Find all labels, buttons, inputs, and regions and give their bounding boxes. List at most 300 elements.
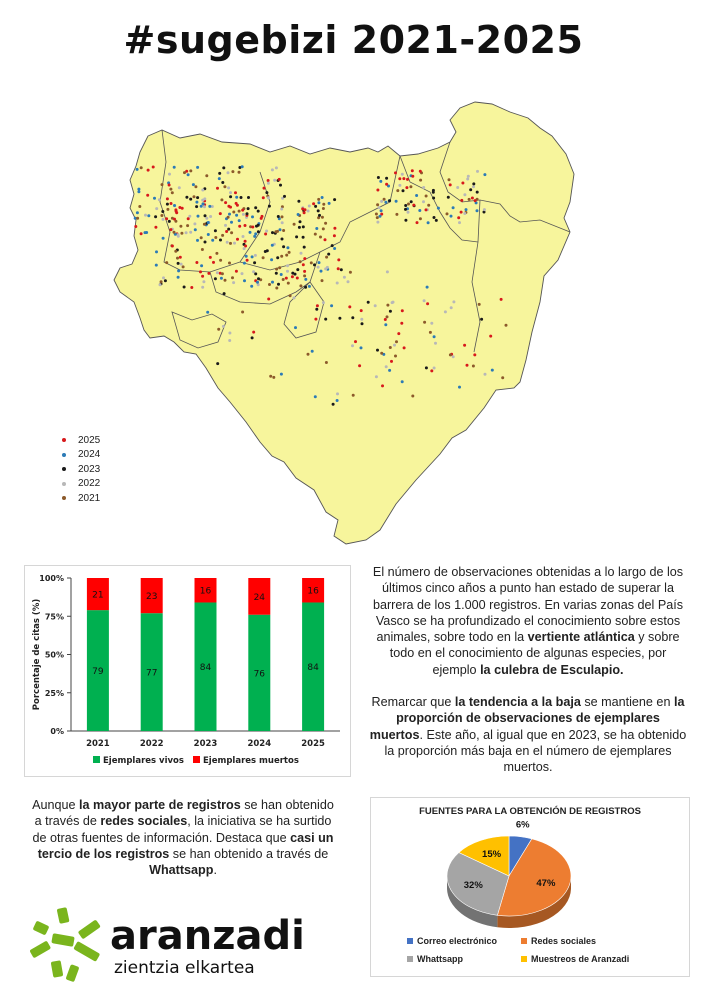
observation-dot: [219, 239, 222, 242]
observation-dot: [426, 302, 429, 305]
observation-dot: [170, 202, 173, 205]
pie-title: FUENTES PARA LA OBTENCIÓN DE REGISTROS: [419, 806, 641, 817]
observation-dot: [398, 177, 401, 180]
observation-dot: [425, 366, 428, 369]
observation-dot: [412, 204, 415, 207]
observation-dot: [474, 199, 477, 202]
observation-dot: [463, 193, 466, 196]
legend-dot-icon: [62, 496, 66, 500]
observation-dot: [241, 165, 244, 168]
observation-dot: [416, 221, 419, 224]
observation-dot: [162, 276, 165, 279]
observation-dot: [245, 255, 248, 258]
observation-dot: [196, 196, 199, 199]
observation-dot: [397, 332, 400, 335]
observation-dot: [337, 267, 340, 270]
text-bold: casi un tercio de los registros: [37, 830, 334, 861]
y-tick-label: 25%: [44, 688, 64, 698]
observation-dot: [271, 244, 274, 247]
observation-dot: [380, 200, 383, 203]
observation-dot: [240, 196, 243, 199]
observation-dot: [146, 194, 149, 197]
observation-dot: [460, 199, 463, 202]
observation-dot: [253, 261, 256, 264]
observation-dot: [463, 344, 466, 347]
observation-dot: [209, 215, 212, 218]
observation-dot: [403, 346, 406, 349]
observation-dot: [447, 196, 450, 199]
observation-dot: [388, 369, 391, 372]
observation-dot: [324, 222, 327, 225]
legend-label: Muestreos de Aranzadi: [531, 954, 630, 964]
observation-dot: [238, 225, 241, 228]
text-bold: Whattsapp: [149, 863, 214, 878]
observation-dot: [281, 215, 284, 218]
observation-dot: [471, 197, 474, 200]
observation-dot: [211, 239, 214, 242]
observation-dot: [165, 217, 168, 220]
observation-dot: [472, 365, 475, 368]
observation-dot: [360, 346, 363, 349]
observation-dot: [280, 373, 283, 376]
observation-dot: [166, 203, 169, 206]
observation-dot: [159, 283, 162, 286]
observation-dot: [158, 198, 161, 201]
pie-value-label: 32%: [463, 880, 483, 892]
observation-dot: [435, 219, 438, 222]
observation-dot: [384, 318, 387, 321]
observation-dot: [320, 270, 323, 273]
pie-value-label: 6%: [515, 819, 530, 831]
observation-dot: [270, 258, 273, 261]
observation-dot: [241, 209, 244, 212]
observation-dot: [324, 267, 327, 270]
observation-dot: [228, 213, 231, 216]
observation-dot: [249, 231, 252, 234]
observation-dot: [193, 222, 196, 225]
observation-dot: [257, 230, 260, 233]
observation-dot: [265, 230, 268, 233]
observation-dot: [337, 258, 340, 261]
observation-dot: [288, 251, 291, 254]
observation-dot: [392, 301, 395, 304]
observation-dot: [433, 367, 436, 370]
observation-dot: [214, 236, 217, 239]
observation-dot: [396, 189, 399, 192]
observation-dot: [271, 281, 274, 284]
observation-dot: [296, 277, 299, 280]
legend-swatch: [407, 938, 413, 944]
observation-dot: [409, 185, 412, 188]
observation-dot: [173, 166, 176, 169]
observation-dot: [307, 353, 310, 356]
legend-swatch: [193, 756, 200, 763]
observation-dot: [383, 198, 386, 201]
observation-dot: [181, 207, 184, 210]
observation-dot: [152, 166, 155, 169]
observation-dot: [147, 214, 150, 217]
observation-dot: [206, 311, 209, 314]
observation-dot: [252, 331, 255, 334]
observation-dot: [136, 217, 139, 220]
observation-dot: [297, 213, 300, 216]
observation-dot: [375, 213, 378, 216]
observation-dot: [325, 256, 328, 259]
observation-dot: [229, 242, 232, 245]
observation-dot: [427, 204, 430, 207]
observation-dot: [322, 227, 325, 230]
observation-dot: [201, 275, 204, 278]
map-legend: [62, 433, 100, 506]
observation-dot: [293, 296, 296, 299]
observation-dot: [204, 214, 207, 217]
observation-dot: [480, 318, 483, 321]
observation-dot: [404, 208, 407, 211]
pie-value-label: 47%: [536, 877, 556, 889]
observation-dot: [407, 203, 410, 206]
text: . Este año, al igual que en 2023, se ha obtenido la proporción más baja en el número de ejemplares muertos.: [384, 727, 687, 775]
observation-dot: [275, 287, 278, 290]
observation-dot: [307, 210, 310, 213]
observation-dot: [137, 190, 140, 193]
observation-dot: [238, 171, 241, 174]
observation-dot: [386, 304, 389, 307]
observation-dot: [275, 268, 278, 271]
observation-dot: [303, 274, 306, 277]
observation-dot: [282, 245, 285, 248]
logo-mark-icon: [29, 907, 101, 982]
observation-dot: [223, 185, 226, 188]
observation-dot: [185, 231, 188, 234]
observation-dot: [381, 384, 384, 387]
observation-dot: [303, 257, 306, 260]
observation-dot: [179, 256, 182, 259]
observation-dot: [423, 299, 426, 302]
observation-dot: [244, 240, 247, 243]
observation-dot: [177, 262, 180, 265]
observation-dot: [195, 205, 198, 208]
observation-dot: [162, 218, 165, 221]
observation-dot: [466, 364, 469, 367]
observation-dot: [267, 182, 270, 185]
observation-dot: [207, 233, 210, 236]
observation-dot: [467, 175, 470, 178]
observation-dot: [263, 187, 266, 190]
observation-dot: [430, 322, 433, 325]
observation-dot: [201, 189, 204, 192]
observation-dot: [376, 349, 379, 352]
text-bold: la proporción de observaciones de ejemplares muertos: [369, 695, 685, 742]
observation-dot: [280, 273, 283, 276]
observation-dot: [243, 247, 246, 250]
observation-dot: [207, 221, 210, 224]
observation-dot: [208, 205, 211, 208]
observation-dot: [469, 188, 472, 191]
observation-dot: [190, 286, 193, 289]
observation-dot: [267, 196, 270, 199]
observation-dot: [351, 316, 354, 319]
observation-dot: [209, 256, 212, 259]
bar-value-label: 84: [307, 663, 319, 674]
observation-dot: [227, 228, 230, 231]
observation-dot: [216, 187, 219, 190]
observation-dot: [393, 344, 396, 347]
observation-dot: [254, 272, 257, 275]
observation-dot: [386, 270, 389, 273]
observation-dot: [299, 220, 302, 223]
observation-dot: [279, 184, 282, 187]
observation-dot: [278, 178, 281, 181]
observation-dot: [321, 196, 324, 199]
observation-dot: [336, 392, 339, 395]
legend-dot-icon: [62, 467, 66, 471]
observation-dot: [296, 268, 299, 271]
observation-dot: [380, 209, 383, 212]
bar-value-label: 21: [92, 590, 104, 601]
observation-dot: [484, 373, 487, 376]
observation-dot: [236, 204, 239, 207]
observation-dot: [262, 196, 265, 199]
observation-dot: [251, 215, 254, 218]
observation-dot: [388, 199, 391, 202]
observation-dot: [465, 208, 468, 211]
observation-dot: [461, 182, 464, 185]
observation-dot: [310, 261, 313, 264]
observation-dot: [195, 201, 198, 204]
legend-swatch: [407, 956, 413, 962]
observation-dot: [395, 340, 398, 343]
observation-dot: [257, 283, 260, 286]
observation-dot: [134, 225, 137, 228]
observation-dot: [286, 246, 289, 249]
observation-dot: [232, 281, 235, 284]
observation-dot: [313, 263, 316, 266]
observation-dot: [291, 272, 294, 275]
observation-dot: [473, 353, 476, 356]
observation-dot: [177, 233, 180, 236]
observation-dot: [166, 208, 169, 211]
observation-dot: [221, 272, 224, 275]
observation-dot: [268, 283, 271, 286]
legend-item: [62, 491, 100, 506]
observation-dot: [330, 304, 333, 307]
observation-dot: [250, 285, 253, 288]
observation-dot: [231, 276, 234, 279]
observation-dot: [168, 173, 171, 176]
observation-dot: [229, 206, 232, 209]
observation-dot: [256, 281, 259, 284]
observation-dot: [478, 303, 481, 306]
observation-dot: [251, 336, 254, 339]
observation-dot: [169, 188, 172, 191]
observation-dot: [153, 197, 156, 200]
observation-dot: [226, 241, 229, 244]
observation-dot: [228, 262, 231, 265]
observation-dot: [331, 244, 334, 247]
observation-dot: [300, 252, 303, 255]
observation-dot: [223, 292, 226, 295]
observation-dot: [138, 205, 141, 208]
observation-dot: [476, 191, 479, 194]
legend-label: Correo electrónico: [417, 936, 498, 946]
observation-dot: [177, 269, 180, 272]
legend-label: 2023: [78, 463, 101, 475]
observation-dot: [450, 215, 453, 218]
observation-dot: [268, 205, 271, 208]
observation-dot: [386, 315, 389, 318]
legend-item: [62, 462, 100, 477]
observation-dot: [401, 173, 404, 176]
observation-dot: [349, 271, 352, 274]
observation-dot: [406, 178, 409, 181]
observation-dot: [389, 346, 392, 349]
observation-dot: [188, 215, 191, 218]
bar-value-label: 77: [145, 668, 158, 679]
observation-dot: [411, 169, 414, 172]
observation-dot: [169, 228, 172, 231]
observation-dot: [358, 364, 361, 367]
observation-dot: [378, 206, 381, 209]
observation-dot: [303, 270, 306, 273]
observation-dot: [446, 212, 449, 215]
observation-dot: [216, 271, 219, 274]
observation-dot: [466, 178, 469, 181]
legend-swatch: [93, 756, 100, 763]
observation-dot: [415, 194, 418, 197]
observation-dot: [374, 304, 377, 307]
legend-label: Ejemplares vivos: [103, 756, 184, 766]
observation-dot: [155, 207, 158, 210]
y-tick-label: 75%: [44, 612, 64, 622]
y-tick-label: 100%: [39, 574, 64, 583]
observation-dot: [315, 227, 318, 230]
observation-dot: [302, 263, 305, 266]
text: y sobre todo en el conocimiento de algunas especies, por ejemplo: [389, 630, 680, 677]
observation-dot: [402, 189, 405, 192]
observation-dot: [242, 213, 245, 216]
observation-dot: [275, 272, 278, 275]
observation-dot: [229, 191, 232, 194]
logo-name: aranzadi: [110, 913, 305, 959]
observation-dot: [180, 263, 183, 266]
observation-dot: [400, 322, 403, 325]
y-tick-label: 50%: [44, 650, 64, 660]
observation-dot: [241, 272, 244, 275]
bar-value-label: 16: [307, 586, 319, 597]
observation-dot: [173, 204, 176, 207]
legend-label: 2021: [78, 492, 101, 504]
observation-dot: [361, 322, 364, 325]
observation-dot: [423, 321, 426, 324]
observation-dot: [418, 209, 421, 212]
observation-dot: [318, 214, 321, 217]
observation-dot: [281, 238, 284, 241]
observation-dot: [505, 324, 508, 327]
observation-dot: [189, 169, 192, 172]
observation-dot: [286, 270, 289, 273]
observation-dot: [351, 344, 354, 347]
observation-dot: [402, 177, 405, 180]
observation-dot: [411, 395, 414, 398]
observation-dot: [500, 298, 503, 301]
observation-dot: [220, 277, 223, 280]
observation-dot: [161, 183, 164, 186]
observation-dot: [217, 328, 220, 331]
observation-dot: [324, 238, 327, 241]
observation-dot: [472, 185, 475, 188]
observation-dot: [162, 237, 165, 240]
y-tick-label: 0%: [50, 727, 64, 736]
observation-dot: [460, 211, 463, 214]
observation-dot: [321, 279, 324, 282]
observation-dot: [333, 247, 336, 250]
observation-dot: [444, 310, 447, 313]
observation-dot: [186, 224, 189, 227]
observation-dot: [354, 340, 357, 343]
observation-dot: [463, 212, 466, 215]
text-bold: la tendencia a la baja: [454, 695, 581, 710]
legend-item: [62, 433, 100, 448]
observation-dot: [343, 276, 346, 279]
stacked-bar-chart: [25, 566, 350, 776]
observation-dot: [419, 217, 422, 220]
observation-dot: [220, 198, 223, 201]
observation-dot: [136, 168, 139, 171]
observation-dot: [189, 231, 192, 234]
text: El número de observaciones obtenidas a lo largo de los últimos cinco años a punto han estado de superar la barrera de los 1.000 registros. En varias zonas del País Vasco se ha profundizado el conocimiento sobre estos animales, sobre todo en la: [372, 565, 684, 645]
bar-value-label: 23: [145, 592, 158, 603]
observation-dot: [201, 248, 204, 251]
observation-dot: [294, 326, 297, 329]
observation-dot: [257, 277, 260, 280]
observation-dot: [246, 259, 249, 262]
observation-dot: [160, 280, 163, 283]
observation-dot: [254, 254, 257, 257]
observation-dot: [247, 196, 250, 199]
observation-dot: [194, 185, 197, 188]
legend-dot-icon: [62, 438, 66, 442]
observation-dot: [449, 183, 452, 186]
observation-dot: [384, 323, 387, 326]
observation-dot: [154, 215, 157, 218]
observation-dot: [449, 353, 452, 356]
observation-dot: [168, 220, 171, 223]
observation-dot: [277, 283, 280, 286]
observation-dot: [195, 261, 198, 264]
observation-dot: [201, 286, 204, 289]
observation-dot: [187, 217, 190, 220]
observation-dot: [140, 166, 143, 169]
observation-dot: [236, 238, 239, 241]
observation-dot: [243, 279, 246, 282]
observation-dot: [394, 171, 397, 174]
text-bold: redes sociales: [100, 814, 188, 829]
observation-dot: [219, 259, 222, 262]
observation-dot: [376, 203, 379, 206]
observation-dot: [336, 399, 339, 402]
legend-dot-icon: [62, 482, 66, 486]
observation-dot: [282, 278, 285, 281]
observation-dot: [166, 197, 169, 200]
observation-dot: [432, 197, 435, 200]
observation-dot: [230, 221, 233, 224]
text-bold: vertiente atlántica: [527, 630, 635, 645]
observation-dot: [219, 212, 222, 215]
text: .: [213, 863, 217, 878]
observation-dot: [468, 198, 471, 201]
observation-dot: [235, 196, 238, 199]
observation-dot: [318, 261, 321, 264]
